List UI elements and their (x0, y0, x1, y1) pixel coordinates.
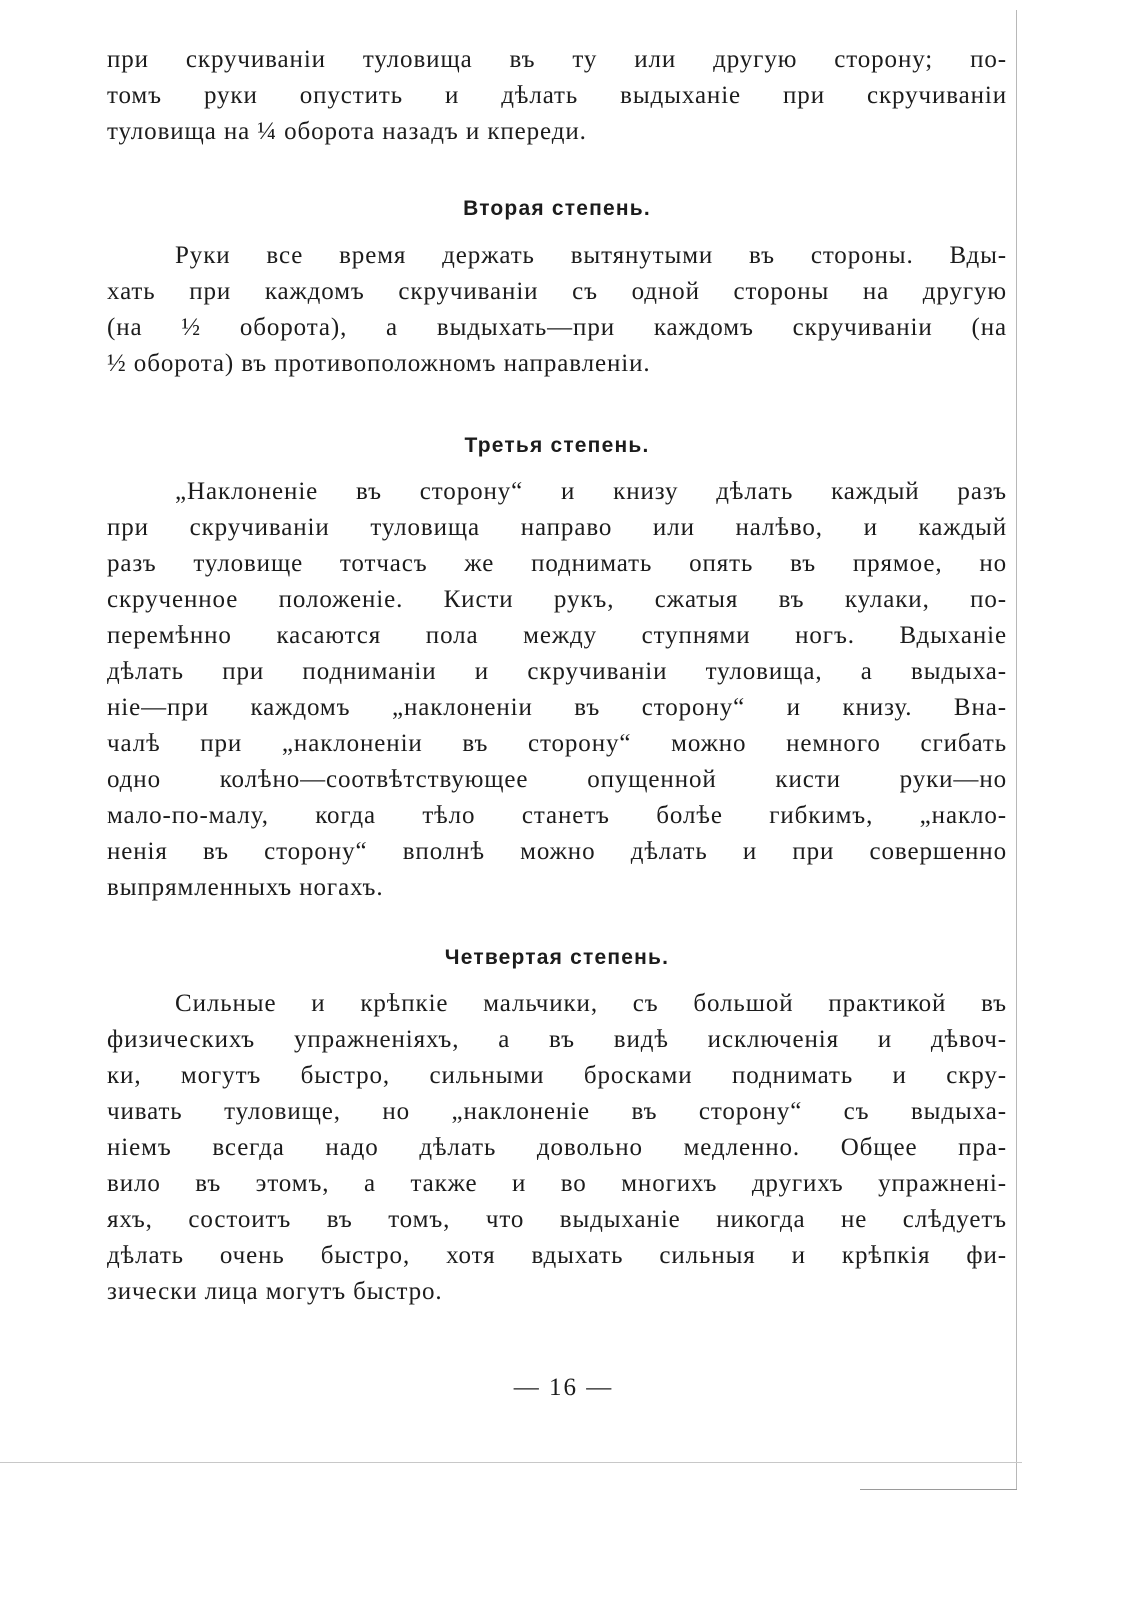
text-line: разъ туловище тотчасъ же поднимать опять въ прямое, но (107, 550, 1007, 577)
text-line: Руки все время держать вытянутыми въ стороны. Вды- (175, 242, 1007, 269)
section-third-degree-body (107, 474, 1007, 906)
text-line: ніемъ всегда надо дѣлать довольно медленно. Общее пра- (107, 1134, 1007, 1161)
text-line: скрученное положеніе. Кисти рукъ, сжатыя въ кулаки, по- (107, 586, 1007, 613)
text-line: ки, могутъ быстро, сильными бросками поднимать и скру- (107, 1062, 1007, 1089)
section-fourth-degree (107, 940, 1007, 976)
section-heading: Вторая степень. (463, 197, 651, 220)
section-heading: Четвертая степень. (444, 946, 670, 969)
text-line: хать при каждомъ скручиваніи съ одной стороны на другую (107, 278, 1007, 305)
section-second-degree-body (107, 238, 1007, 382)
text-line: ½ оборота) въ противоположномъ направленіи. (107, 350, 651, 377)
text-line: чалѣ при „наклоненіи въ сторону“ можно немного сгибать (107, 730, 1007, 757)
section-heading: Третья степень. (464, 434, 650, 457)
text-line: дѣлать при подниманіи и скручиваніи туловища, а выдыха- (107, 658, 1007, 685)
text-line: чивать туловище, но „наклоненіе въ сторону“ съ выдыха- (107, 1098, 1007, 1125)
text-line: ненія въ сторону“ вполнѣ можно дѣлать и при совершенно (107, 838, 1007, 865)
text-line: (на ½ оборота), а выдыхать—при каждомъ скручиваніи (на (107, 314, 1007, 341)
text-line: при скручиваніи туловища направо или налѣво, и каждый (107, 514, 1007, 541)
text-line: при скручиваніи туловища въ ту или другую сторону; по- (107, 46, 1007, 73)
page-number: — 16 — (513, 1374, 614, 1401)
text-line: зически лица могутъ быстро. (107, 1278, 443, 1305)
text-line: мало-по-малу, когда тѣло станетъ болѣе гибкимъ, „накло- (107, 802, 1007, 829)
text-line: яхъ, состоитъ въ томъ, что выдыханіе никогда не слѣдуетъ (107, 1206, 1007, 1233)
section-continuation (107, 42, 1007, 150)
text-line: перемѣнно касаются пола между ступнями ногъ. Вдыханіе (107, 622, 1007, 649)
page-edge-bottom (0, 1462, 1022, 1463)
page-edge-shadow (860, 1489, 1017, 1490)
text-line: физическихъ упражненіяхъ, а въ видѣ исключенія и дѣвоч- (107, 1026, 1007, 1053)
text-line: томъ руки опустить и дѣлать выдыханіе при скручиваніи (107, 82, 1007, 109)
text-line: ніе—при каждомъ „наклоненіи въ сторону“ и книзу. Вна- (107, 694, 1007, 721)
text-line: вило въ этомъ, а также и во многихъ другихъ упражненi- (107, 1170, 1007, 1197)
section-fourth-degree-body (107, 986, 1007, 1310)
section-third-degree (107, 428, 1007, 464)
text-line: дѣлать очень быстро, хотя вдыхать сильныя и крѣпкія фи- (107, 1242, 1007, 1269)
section-second-degree (107, 191, 1007, 227)
text-line: одно колѣно—соотвѣтствующее опущенной кисти руки—но (107, 766, 1007, 793)
text-line: выпрямленныхъ ногахъ. (107, 874, 384, 901)
text-line: Сильные и крѣпкіе мальчики, съ большой практикой въ (175, 990, 1007, 1017)
page-edge-right (1016, 10, 1017, 1490)
text-line: „Наклоненіе въ сторону“ и книзу дѣлать каждый разъ (175, 478, 1007, 505)
text-line: туловища на ¼ оборота назадъ и кпереди. (107, 118, 587, 145)
